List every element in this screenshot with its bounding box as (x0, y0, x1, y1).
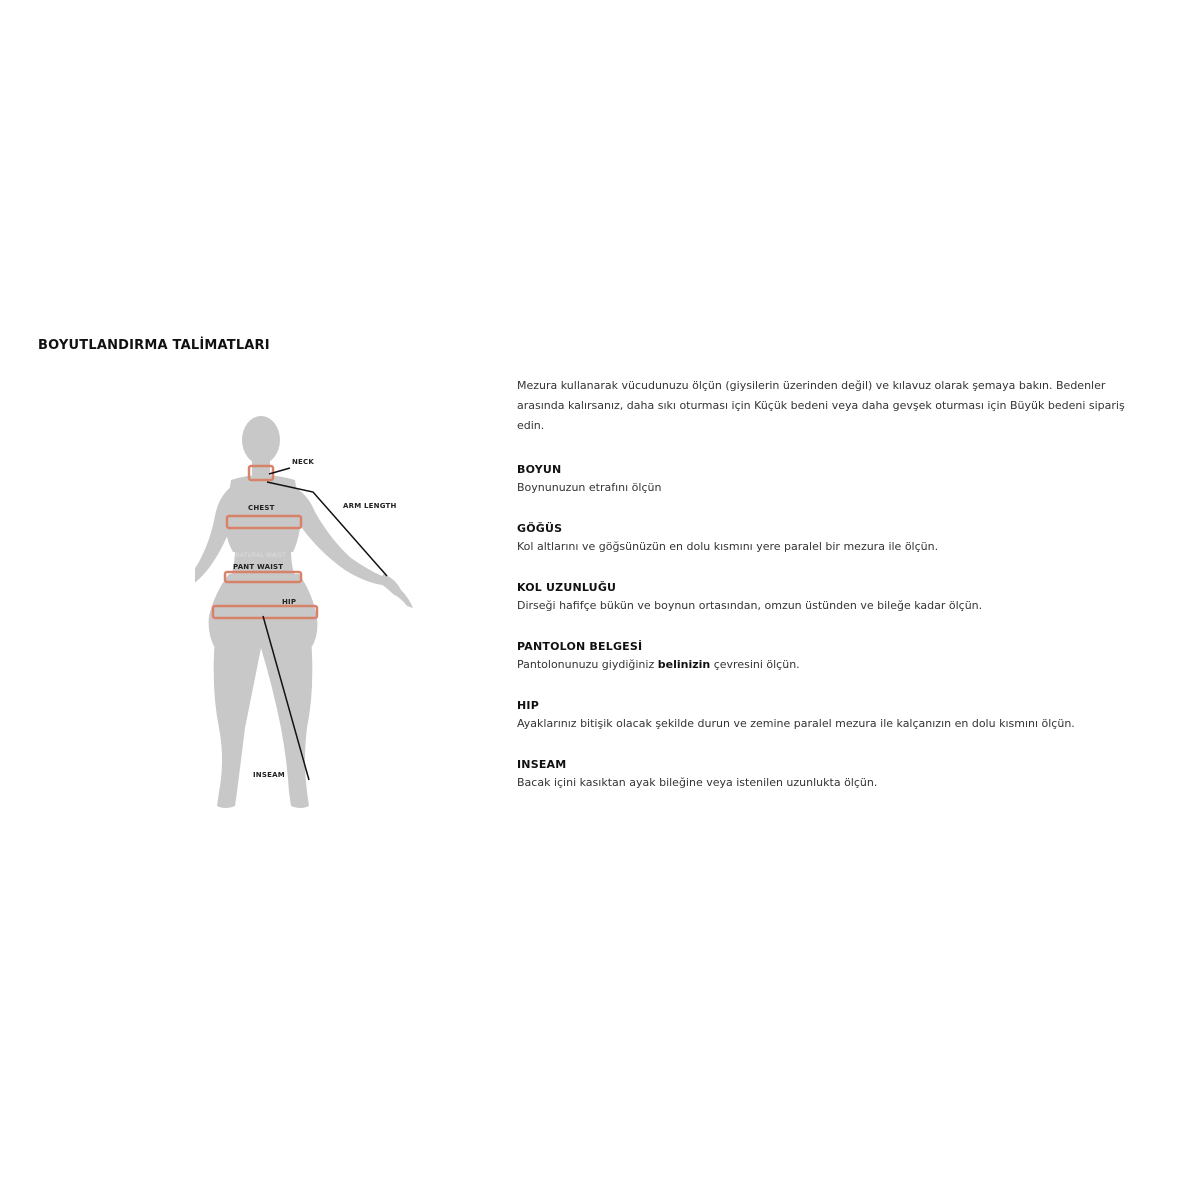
sizing-instructions (517, 376, 1149, 815)
section-title: INSEAM (517, 758, 567, 771)
inseam-label: INSEAM (253, 771, 285, 779)
section-inseam (517, 756, 1149, 792)
section-title: BOYUN (517, 463, 562, 476)
section-kol-uzunlugu (517, 579, 1149, 615)
chest-label: CHEST (248, 504, 275, 512)
section-title: HIP (517, 699, 539, 712)
section-title: KOL UZUNLUĞU (517, 581, 617, 594)
page-title: BOYUTLANDIRMA TALİMATLARI (38, 338, 270, 353)
intro-text: Mezura kullanarak vücudunuzu ölçün (giysilerin üzerinden değil) ve kılavuz olarak şemaya bakın. Bedenler arasında kalırsanız, daha sıkı oturması için Küçük bedeni veya daha gevşek oturması için Büyük bedeni sipariş edin. (517, 379, 1125, 432)
section-text: Ayaklarınız bitişik olacak şekilde durun ve zemine paralel mezura ile kalçanızın en dolu kısmını ölçün. (517, 717, 1075, 730)
section-text: Bacak içini kasıktan ayak bileğine veya istenilen uzunlukta ölçün. (517, 776, 878, 789)
arm-length-label: ARM LENGTH (343, 502, 397, 510)
section-hip (517, 697, 1149, 733)
section-pantolon-belgesi (517, 638, 1149, 674)
section-text: Boynunuzun etrafını ölçün (517, 481, 662, 494)
section-text-bold: belinizin (657, 658, 711, 671)
section-title: GÖĞÜS (517, 522, 563, 535)
section-text: Dirseği hafifçe bükün ve boynun ortasından, omzun üstünden ve bileğe kadar ölçün. (517, 599, 983, 612)
neck-label: NECK (292, 458, 315, 466)
section-gogus (517, 520, 1149, 556)
section-title: PANTOLON BELGESİ (517, 640, 643, 653)
hip-label: HIP (282, 598, 297, 606)
natural-waist-label: NATURAL WAIST (235, 552, 287, 559)
section-text-start: Pantolonunuzu giydiğiniz (517, 658, 658, 671)
pant-waist-label: PANT WAIST (233, 563, 284, 571)
section-text: Kol altlarını ve göğsünüzün en dolu kısmını yere paralel bir mezura ile ölçün. (517, 540, 939, 553)
section-text (517, 656, 1149, 674)
body-figure (195, 408, 430, 818)
body-measurement-diagram (195, 408, 430, 818)
section-boyun (517, 461, 1149, 497)
section-text-end: çevresini ölçün. (710, 658, 800, 671)
body-silhouette (195, 416, 413, 808)
